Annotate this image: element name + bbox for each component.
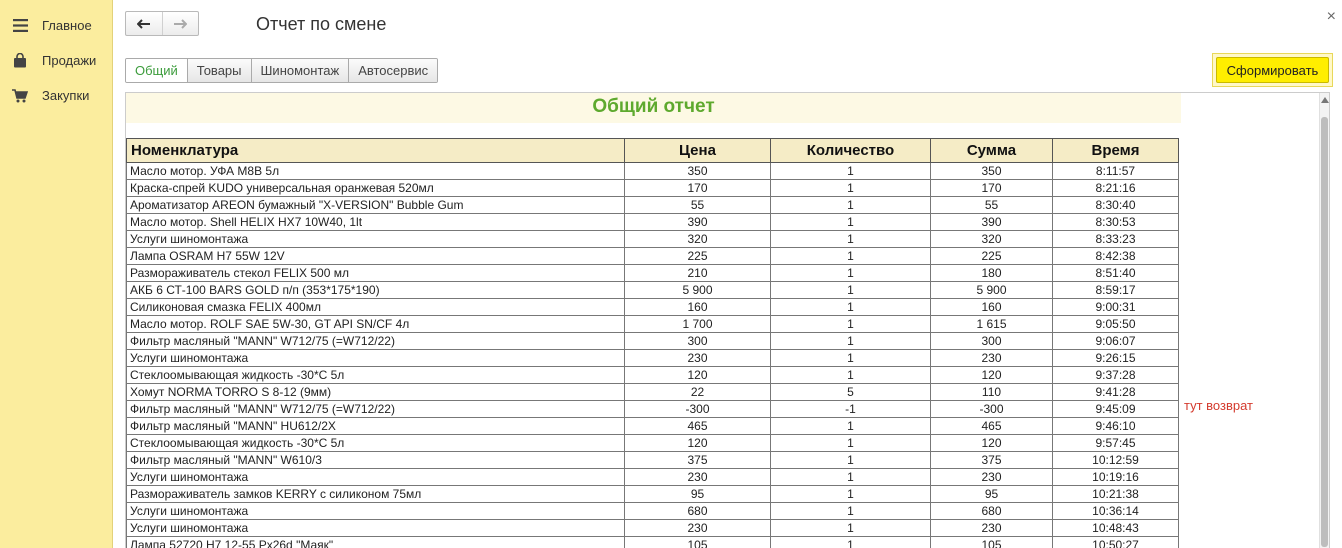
price-cell: 390 <box>625 214 771 231</box>
table-row <box>127 384 1179 401</box>
table-row <box>127 282 1179 299</box>
time-cell: 8:21:16 <box>1053 180 1179 197</box>
item-name-cell: Стеклоомывающая жидкость -30*С 5л <box>127 367 625 384</box>
quantity-cell: 1 <box>771 180 931 197</box>
price-cell: 22 <box>625 384 771 401</box>
scroll-up-icon[interactable] <box>1321 97 1329 103</box>
table-row <box>127 180 1179 197</box>
sum-cell: 350 <box>931 163 1053 180</box>
column-header: Время <box>1053 139 1179 163</box>
quantity-cell: 1 <box>771 163 931 180</box>
sum-cell: 160 <box>931 299 1053 316</box>
page-title: Отчет по смене <box>256 14 387 34</box>
price-cell: 95 <box>625 486 771 503</box>
price-cell: 55 <box>625 197 771 214</box>
price-cell: 225 <box>625 248 771 265</box>
item-name-cell: Стеклоомывающая жидкость -30*С 5л <box>127 435 625 452</box>
table-row <box>127 435 1179 452</box>
quantity-cell: 1 <box>771 316 931 333</box>
time-cell: 8:30:53 <box>1053 214 1179 231</box>
quantity-cell: 1 <box>771 452 931 469</box>
quantity-cell: 1 <box>771 367 931 384</box>
bag-icon <box>12 53 28 69</box>
item-name-cell: Фильтр масляный "MANN" HU612/2X <box>127 418 625 435</box>
tab-auto-service[interactable]: Автосервис <box>348 59 437 82</box>
sidebar-item-sales[interactable] <box>0 43 112 78</box>
price-cell: 5 900 <box>625 282 771 299</box>
table-row <box>127 367 1179 384</box>
scrollbar-thumb[interactable] <box>1321 117 1328 547</box>
sum-cell: 120 <box>931 435 1053 452</box>
sum-cell: 120 <box>931 367 1053 384</box>
item-name-cell: Краска-спрей KUDO универсальная оранжевая 520мл <box>127 180 625 197</box>
table-row <box>127 418 1179 435</box>
sum-cell: 170 <box>931 180 1053 197</box>
sum-cell: 320 <box>931 231 1053 248</box>
quantity-cell: 1 <box>771 214 931 231</box>
item-name-cell: Фильтр масляный "MANN" W712/75 (=W712/22) <box>127 401 625 418</box>
sum-cell: 180 <box>931 265 1053 282</box>
cart-icon <box>12 88 28 104</box>
column-header: Сумма <box>931 139 1053 163</box>
table-row <box>127 401 1179 418</box>
forward-button[interactable] <box>162 12 199 35</box>
quantity-cell: 5 <box>771 384 931 401</box>
price-cell: 230 <box>625 350 771 367</box>
generate-button[interactable]: Сформировать <box>1216 57 1329 83</box>
item-name-cell: Ароматизатор AREON бумажный "X-VERSION" Bubble Gum <box>127 197 625 214</box>
price-cell: 230 <box>625 520 771 537</box>
table-row <box>127 350 1179 367</box>
quantity-cell: 1 <box>771 435 931 452</box>
sum-cell: -300 <box>931 401 1053 418</box>
sum-cell: 1 615 <box>931 316 1053 333</box>
price-cell: 465 <box>625 418 771 435</box>
price-cell: 680 <box>625 503 771 520</box>
table-row <box>127 486 1179 503</box>
table-row <box>127 503 1179 520</box>
price-cell: 105 <box>625 537 771 548</box>
table-row <box>127 316 1179 333</box>
time-cell: 8:11:57 <box>1053 163 1179 180</box>
item-name-cell: Размораживатель стекол FELIX 500 мл <box>127 265 625 282</box>
table-row <box>127 299 1179 316</box>
quantity-cell: 1 <box>771 231 931 248</box>
item-name-cell: Масло мотор. УФА M8B 5л <box>127 163 625 180</box>
time-cell: 9:26:15 <box>1053 350 1179 367</box>
item-name-cell: Фильтр масляный "MANN" W610/3 <box>127 452 625 469</box>
sum-cell: 225 <box>931 248 1053 265</box>
item-name-cell: Лампа OSRAM H7 55W 12V <box>127 248 625 265</box>
quantity-cell: 1 <box>771 350 931 367</box>
item-name-cell: Услуги шиномонтажа <box>127 350 625 367</box>
quantity-cell: 1 <box>771 520 931 537</box>
table-row <box>127 265 1179 282</box>
report-title: Общий отчет <box>126 93 1181 123</box>
time-cell: 9:05:50 <box>1053 316 1179 333</box>
quantity-cell: 1 <box>771 503 931 520</box>
time-cell: 8:42:38 <box>1053 248 1179 265</box>
item-name-cell: Лампа 52720 H7 12-55 Px26d "Маяк" <box>127 537 625 548</box>
sidebar-item-purchases[interactable] <box>0 78 112 113</box>
tab-goods[interactable]: Товары <box>187 59 251 82</box>
close-icon[interactable]: × <box>1326 8 1336 25</box>
table-row <box>127 248 1179 265</box>
quantity-cell: 1 <box>771 537 931 548</box>
sum-cell: 55 <box>931 197 1053 214</box>
sum-cell: 230 <box>931 350 1053 367</box>
item-name-cell: АКБ 6 СТ-100 BARS GOLD п/п (353*175*190) <box>127 282 625 299</box>
sum-cell: 230 <box>931 469 1053 486</box>
sum-cell: 300 <box>931 333 1053 350</box>
tab-tire-service[interactable]: Шиномонтаж <box>251 59 349 82</box>
time-cell: 8:30:40 <box>1053 197 1179 214</box>
sidebar-item-label: Закупки <box>42 88 90 103</box>
time-cell: 9:46:10 <box>1053 418 1179 435</box>
sum-cell: 230 <box>931 520 1053 537</box>
quantity-cell: 1 <box>771 333 931 350</box>
price-cell: 160 <box>625 299 771 316</box>
sum-cell: 375 <box>931 452 1053 469</box>
quantity-cell: 1 <box>771 486 931 503</box>
table-row <box>127 520 1179 537</box>
time-cell: 10:50:27 <box>1053 537 1179 548</box>
price-cell: 120 <box>625 367 771 384</box>
column-header: Номенклатура <box>127 139 625 163</box>
time-cell: 8:59:17 <box>1053 282 1179 299</box>
sum-cell: 105 <box>931 537 1053 548</box>
main-panel <box>113 0 1342 548</box>
price-cell: 170 <box>625 180 771 197</box>
sidebar-item-label: Главное <box>42 18 92 33</box>
price-cell: 350 <box>625 163 771 180</box>
report-table <box>126 138 1179 548</box>
sidebar <box>0 0 113 548</box>
sidebar-item-main[interactable] <box>0 8 112 43</box>
price-cell: 210 <box>625 265 771 282</box>
vertical-scrollbar[interactable] <box>1319 93 1329 548</box>
quantity-cell: 1 <box>771 197 931 214</box>
time-cell: 10:19:16 <box>1053 469 1179 486</box>
item-name-cell: Услуги шиномонтажа <box>127 520 625 537</box>
time-cell: 8:51:40 <box>1053 265 1179 282</box>
generate-button-frame <box>1212 53 1333 87</box>
arrow-right-icon <box>173 19 187 29</box>
time-cell: 10:36:14 <box>1053 503 1179 520</box>
time-cell: 9:00:31 <box>1053 299 1179 316</box>
item-name-cell: Масло мотор. ROLF SAE 5W-30, GT API SN/CF 4л <box>127 316 625 333</box>
report-tabs <box>125 58 438 83</box>
item-name-cell: Масло мотор. Shell HELIX HX7 10W40, 1lt <box>127 214 625 231</box>
quantity-cell: 1 <box>771 469 931 486</box>
history-nav <box>125 11 199 36</box>
price-cell: 120 <box>625 435 771 452</box>
time-cell: 9:57:45 <box>1053 435 1179 452</box>
quantity-cell: 1 <box>771 265 931 282</box>
time-cell: 10:48:43 <box>1053 520 1179 537</box>
report-area[interactable] <box>125 92 1330 548</box>
quantity-cell: 1 <box>771 418 931 435</box>
table-row <box>127 231 1179 248</box>
sum-cell: 390 <box>931 214 1053 231</box>
sum-cell: 110 <box>931 384 1053 401</box>
time-cell: 9:06:07 <box>1053 333 1179 350</box>
table-row <box>127 197 1179 214</box>
return-note: тут возврат <box>1184 398 1254 413</box>
sidebar-item-label: Продажи <box>42 53 97 68</box>
price-cell: 320 <box>625 231 771 248</box>
tab-general[interactable]: Общий <box>126 59 187 82</box>
report-table-body <box>127 163 1179 548</box>
quantity-cell: -1 <box>771 401 931 418</box>
item-name-cell: Фильтр масляный "MANN" W712/75 (=W712/22) <box>127 333 625 350</box>
quantity-cell: 1 <box>771 248 931 265</box>
price-cell: 230 <box>625 469 771 486</box>
price-cell: 1 700 <box>625 316 771 333</box>
table-row <box>127 469 1179 486</box>
back-button[interactable] <box>126 12 162 35</box>
item-name-cell: Услуги шиномонтажа <box>127 469 625 486</box>
sum-cell: 680 <box>931 503 1053 520</box>
item-name-cell: Силиконовая смазка FELIX 400мл <box>127 299 625 316</box>
time-cell: 10:12:59 <box>1053 452 1179 469</box>
table-row <box>127 333 1179 350</box>
time-cell: 9:41:28 <box>1053 384 1179 401</box>
table-row <box>127 214 1179 231</box>
table-row <box>127 537 1179 548</box>
table-row <box>127 163 1179 180</box>
time-cell: 9:45:09 <box>1053 401 1179 418</box>
sum-cell: 465 <box>931 418 1053 435</box>
time-cell: 8:33:23 <box>1053 231 1179 248</box>
quantity-cell: 1 <box>771 299 931 316</box>
quantity-cell: 1 <box>771 282 931 299</box>
item-name-cell: Услуги шиномонтажа <box>127 503 625 520</box>
price-cell: 300 <box>625 333 771 350</box>
item-name-cell: Хомут NORMA TORRO S 8-12 (9мм) <box>127 384 625 401</box>
table-header-row <box>127 139 1179 163</box>
column-header: Цена <box>625 139 771 163</box>
sum-cell: 5 900 <box>931 282 1053 299</box>
price-cell: -300 <box>625 401 771 418</box>
sum-cell: 95 <box>931 486 1053 503</box>
time-cell: 10:21:38 <box>1053 486 1179 503</box>
time-cell: 9:37:28 <box>1053 367 1179 384</box>
arrow-left-icon <box>137 19 151 29</box>
menu-icon <box>12 18 28 34</box>
table-row <box>127 452 1179 469</box>
price-cell: 375 <box>625 452 771 469</box>
item-name-cell: Услуги шиномонтажа <box>127 231 625 248</box>
item-name-cell: Размораживатель замков KERRY с силиконом 75мл <box>127 486 625 503</box>
column-header: Количество <box>771 139 931 163</box>
